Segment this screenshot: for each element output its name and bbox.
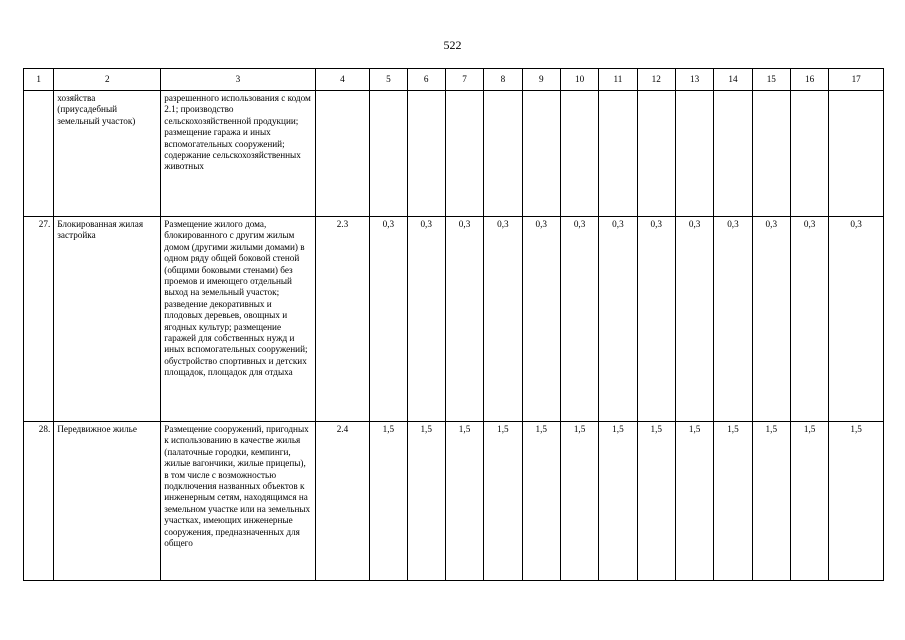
- land-use-code: [315, 91, 370, 217]
- table-row: [24, 91, 884, 217]
- column-header: 15: [752, 69, 790, 91]
- value-cell: 1,5: [407, 422, 445, 581]
- column-header: 7: [445, 69, 483, 91]
- column-header: 11: [599, 69, 637, 91]
- value-cell: 1,5: [484, 422, 522, 581]
- value-cell: 0,3: [790, 217, 828, 422]
- table-row: [24, 217, 884, 422]
- value-cell: 1,5: [790, 422, 828, 581]
- value-cell: 0,3: [522, 217, 560, 422]
- land-use-name: хозяйства (приусадебный земельный участок): [54, 91, 161, 217]
- column-header: 16: [790, 69, 828, 91]
- column-header: 13: [675, 69, 713, 91]
- value-cell: 0,3: [407, 217, 445, 422]
- value-cell: 1,5: [714, 422, 752, 581]
- value-cell: [637, 91, 675, 217]
- value-cell: [445, 91, 483, 217]
- column-header: 17: [829, 69, 884, 91]
- value-cell: [484, 91, 522, 217]
- column-header: 12: [637, 69, 675, 91]
- column-header: 9: [522, 69, 560, 91]
- value-cell: 1,5: [522, 422, 560, 581]
- land-use-name: Блокированная жилая застройка: [54, 217, 161, 422]
- value-cell: [829, 91, 884, 217]
- column-header: 5: [370, 69, 407, 91]
- value-cell: 0,3: [714, 217, 752, 422]
- value-cell: [407, 91, 445, 217]
- value-cell: 0,3: [445, 217, 483, 422]
- value-cell: 0,3: [829, 217, 884, 422]
- value-cell: 1,5: [599, 422, 637, 581]
- value-cell: [790, 91, 828, 217]
- value-cell: [599, 91, 637, 217]
- page-number: 522: [443, 38, 462, 52]
- row-number: 27.: [24, 217, 54, 422]
- column-header: 6: [407, 69, 445, 91]
- land-use-description: Размещение жилого дома, блокированного с другим жилым домом (другими жилыми домами) в одном ряду общей боковой стеной (общими боковыми стенами) без проемов и имеющего отдельный выход на земельный участок; разведение декоративных и плодовых деревьев, овощных и ягодных культур; размещение гаражей для собственных нужд и иных вспомогательных сооружений; обустройство спортивных и детских площадок, площадок для отдыха: [161, 217, 315, 422]
- column-header: 3: [161, 69, 315, 91]
- value-cell: 0,3: [675, 217, 713, 422]
- land-use-code: 2.3: [315, 217, 370, 422]
- value-cell: 0,3: [370, 217, 407, 422]
- value-cell: 1,5: [675, 422, 713, 581]
- column-header: 8: [484, 69, 522, 91]
- value-cell: 0,3: [752, 217, 790, 422]
- column-header: 10: [560, 69, 598, 91]
- land-use-description: Размещение сооружений, пригодных к использованию в качестве жилья (палаточные городки, кемпинги, жилые вагончики, жилые прицепы), в том числе с возможностью подключения названных объектов к инженерным сетям, находящимся на земельном участке или на земельных участках, имеющих инженерные сооружения, предназначенных для общего: [161, 422, 315, 581]
- column-header: 1: [24, 69, 54, 91]
- value-cell: 1,5: [829, 422, 884, 581]
- column-header: 4: [315, 69, 370, 91]
- value-cell: 0,3: [484, 217, 522, 422]
- row-number: 28.: [24, 422, 54, 581]
- land-use-name: Передвижное жилье: [54, 422, 161, 581]
- value-cell: 1,5: [445, 422, 483, 581]
- row-number: [24, 91, 54, 217]
- land-use-table: [23, 68, 884, 581]
- value-cell: [675, 91, 713, 217]
- column-header: 2: [54, 69, 161, 91]
- land-use-code: 2.4: [315, 422, 370, 581]
- value-cell: [522, 91, 560, 217]
- value-cell: [714, 91, 752, 217]
- value-cell: 0,3: [637, 217, 675, 422]
- land-use-description: разрешенного использования с кодом 2.1; производство сельскохозяйственной продукции; размещение гаража и иных вспомогательных сооружений; содержание сельскохозяйственных животных: [161, 91, 315, 217]
- value-cell: 1,5: [370, 422, 407, 581]
- value-cell: 1,5: [560, 422, 598, 581]
- value-cell: 0,3: [560, 217, 598, 422]
- header-row: [24, 69, 884, 91]
- value-cell: 1,5: [752, 422, 790, 581]
- value-cell: 1,5: [637, 422, 675, 581]
- value-cell: [560, 91, 598, 217]
- value-cell: [752, 91, 790, 217]
- value-cell: [370, 91, 407, 217]
- value-cell: 0,3: [599, 217, 637, 422]
- table-row: [24, 422, 884, 581]
- column-header: 14: [714, 69, 752, 91]
